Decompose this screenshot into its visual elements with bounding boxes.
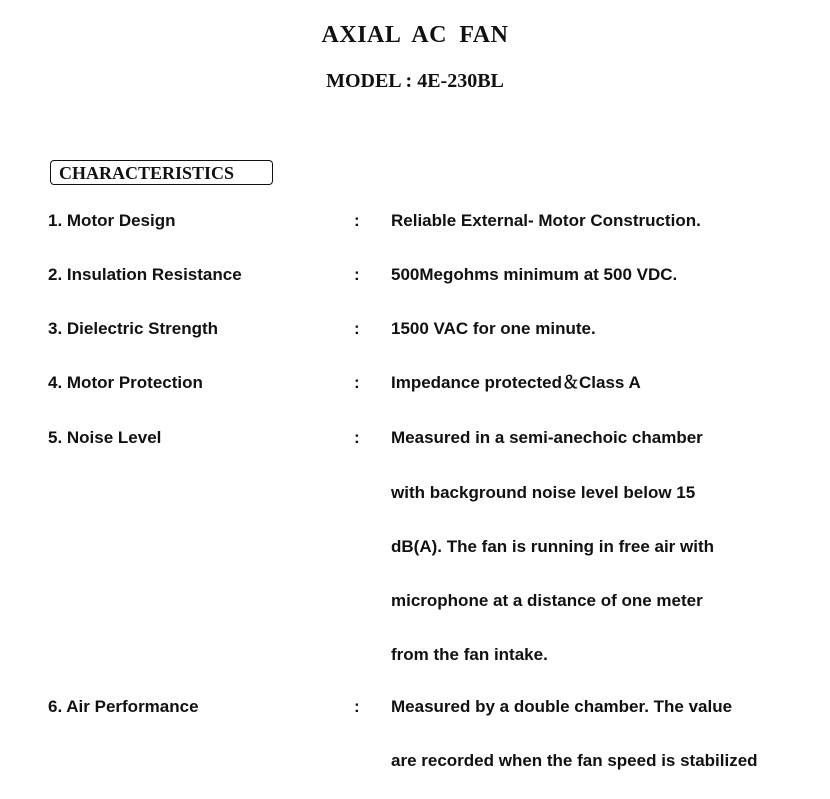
characteristic-value: Measured by a double chamber. The value	[391, 697, 733, 716]
characteristic-label: 4. Motor Protection	[48, 373, 203, 392]
separator-colon: :	[354, 265, 360, 284]
separator-colon: :	[354, 428, 360, 447]
characteristic-value: Reliable External- Motor Construction.	[391, 211, 701, 230]
characteristic-value-continued: from the fan intake.	[391, 645, 548, 664]
separator-colon: :	[354, 319, 360, 338]
characteristic-value: Impedance protected＆Class A	[391, 373, 641, 392]
characteristic-value: 500Megohms minimum at 500 VDC.	[391, 265, 678, 284]
characteristics-heading: CHARACTERISTICS	[50, 160, 273, 185]
characteristic-label: 3. Dielectric Strength	[48, 319, 219, 338]
separator-colon: :	[354, 373, 360, 392]
characteristic-value-continued: are recorded when the fan speed is stabilized	[391, 751, 758, 770]
characteristic-label: 1. Motor Design	[48, 211, 176, 230]
model-number: MODEL : 4E-230BL	[326, 70, 504, 92]
characteristic-value-continued: dB(A). The fan is running in free air with	[391, 537, 715, 556]
characteristic-value: Measured in a semi-anechoic chamber	[391, 428, 703, 447]
document-title: AXIAL AC FAN	[321, 22, 509, 48]
characteristic-label: 2. Insulation Resistance	[48, 265, 242, 284]
characteristic-value-continued: microphone at a distance of one meter	[391, 591, 703, 610]
characteristic-value: 1500 VAC for one minute.	[391, 319, 596, 338]
characteristic-value-continued: with background noise level below 15	[391, 483, 696, 502]
characteristic-label: 5. Noise Level	[48, 428, 162, 447]
characteristic-label: 6. Air Performance	[48, 697, 199, 716]
separator-colon: :	[354, 697, 360, 716]
separator-colon: :	[354, 211, 360, 230]
